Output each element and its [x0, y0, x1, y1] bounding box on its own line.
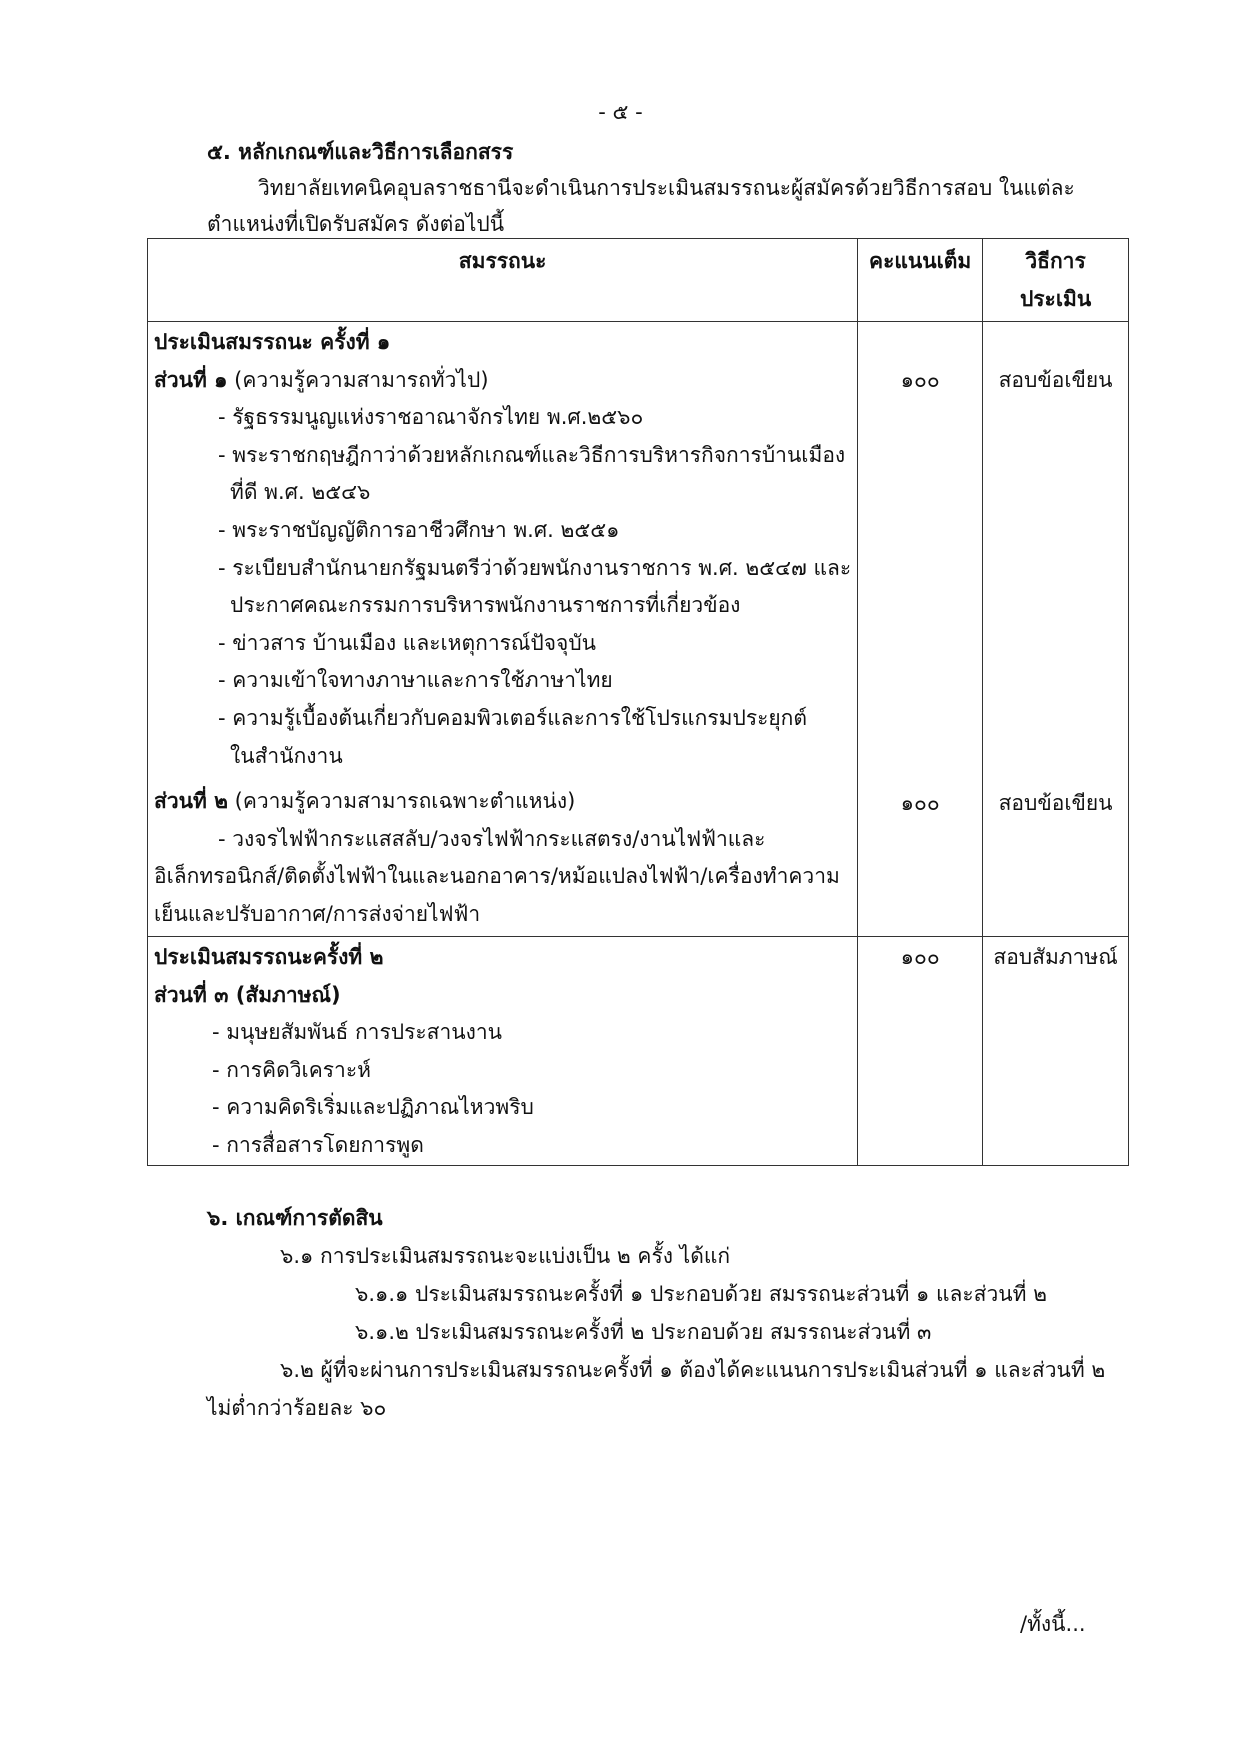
- section6-heading: ๖. เกณฑ์การตัดสิน: [207, 1206, 383, 1230]
- section5-heading: ๕. หลักเกณฑ์และวิธีการเลือกสรร: [207, 140, 514, 164]
- header-competency: สมรรถนะ: [148, 239, 858, 322]
- list-item: - ความรู้เบื้องต้นเกี่ยวกับคอมพิวเตอร์และการใช้โปรแกรมประยุกต์: [218, 705, 808, 730]
- section6-item61: ๖.๑ การประเมินสมรรถนะจะแบ่งเป็น ๒ ครั้ง ได้แก่: [280, 1244, 731, 1268]
- part2-line3: เย็นและปรับอากาศ/การส่งจ่ายไฟฟ้า: [154, 901, 481, 926]
- list-item: - มนุษยสัมพันธ์ การประสานงาน: [212, 1020, 502, 1045]
- list-item: ประกาศคณะกรรมการบริหารพนักงานราชการที่เกี่ยวข้อง: [230, 593, 741, 618]
- list-item: - การคิดวิเคราะห์: [212, 1057, 371, 1082]
- part2-score: ๑๐๐: [900, 791, 940, 816]
- part1-method: สอบข้อเขียน: [998, 367, 1113, 392]
- section6-item611: ๖.๑.๑ ประเมินสมรรถนะครั้งที่ ๑ ประกอบด้วย สมรรถนะส่วนที่ ๑ และส่วนที่ ๒: [355, 1282, 1047, 1306]
- section5-intro-line1: วิทยาลัยเทคนิคอุบลราชธานีจะดำเนินการประเมินสมรรถนะผู้สมัครด้วยวิธีการสอบ ในแต่ละ: [258, 176, 1075, 200]
- round1-method-cell: [983, 322, 1129, 937]
- round2-method-cell: [983, 937, 1129, 1166]
- table-header-row: [148, 239, 1129, 322]
- round2-competency-cell: [148, 937, 858, 1166]
- header-full-score: คะแนนเต็ม: [858, 239, 983, 322]
- round2-score-cell: [858, 937, 983, 1166]
- part1-score: ๑๐๐: [900, 367, 940, 392]
- competency-table: [147, 238, 1129, 1166]
- section6-item62-line2: ไม่ต่ำกว่าร้อยละ ๖๐: [207, 1396, 387, 1420]
- part3-heading: ส่วนที่ ๓ (สัมภาษณ์): [154, 982, 341, 1007]
- section5-intro-line2: ตำแหน่งที่เปิดรับสมัคร ดังต่อไปนี้: [207, 212, 505, 236]
- round1-score-cell: [858, 322, 983, 937]
- section6-item612: ๖.๑.๒ ประเมินสมรรถนะครั้งที่ ๒ ประกอบด้วย สมรรถนะส่วนที่ ๓: [355, 1320, 932, 1344]
- round2-score: ๑๐๐: [900, 945, 940, 969]
- list-item: - พระราชกฤษฎีกาว่าด้วยหลักเกณฑ์และวิธีการบริหารกิจการบ้านเมือง: [218, 442, 846, 467]
- list-item: ที่ดี พ.ศ. ๒๕๔๖: [230, 480, 371, 505]
- list-item: - ความเข้าใจทางภาษาและการใช้ภาษาไทย: [218, 668, 613, 693]
- table-row-round2: [148, 937, 1129, 1166]
- part2-line1: - วงจรไฟฟ้ากระแสสลับ/วงจรไฟฟ้ากระแสตรง/งานไฟฟ้าและ: [218, 826, 766, 851]
- part1-heading: ส่วนที่ ๑ (ความรู้ความสามารถทั่วไป): [154, 367, 489, 392]
- list-item: - พระราชบัญญัติการอาชีวศึกษา พ.ศ. ๒๕๕๑: [218, 517, 620, 542]
- list-item: - ระเบียบสำนักนายกรัฐมนตรีว่าด้วยพนักงานราชการ พ.ศ. ๒๕๔๗ และ: [218, 555, 852, 580]
- list-item: - การสื่อสารโดยการพูด: [212, 1132, 424, 1157]
- list-item: - ข่าวสาร บ้านเมือง และเหตุการณ์ปัจจุบัน: [218, 630, 597, 655]
- list-item: - รัฐธรรมนูญแห่งราชอาณาจักรไทย พ.ศ.๒๕๖๐: [218, 405, 644, 430]
- part2-line2: อิเล็กทรอนิกส์/ติดตั้งไฟฟ้าในและนอกอาคาร/หม้อแปลงไฟฟ้า/เครื่องทำความ: [154, 864, 840, 889]
- table-row-round1: [148, 322, 1129, 937]
- round2-method: สอบสัมภาษณ์: [993, 945, 1118, 969]
- continuation-marker: /ทั้งนี้...: [1020, 1612, 1086, 1636]
- round2-title: ประเมินสมรรถนะครั้งที่ ๒: [154, 945, 384, 969]
- part2-heading: ส่วนที่ ๒ (ความรู้ความสามารถเฉพาะตำแหน่ง): [154, 789, 576, 814]
- header-method: วิธีการ ประเมิน: [983, 239, 1129, 322]
- part2-method: สอบข้อเขียน: [998, 791, 1113, 816]
- round1-competency-cell: [148, 322, 858, 937]
- page-number: - ๕ -: [598, 100, 643, 124]
- list-item: - ความคิดริเริ่มและปฏิภาณไหวพริบ: [212, 1095, 534, 1120]
- section6-item62-line1: ๖.๒ ผู้ที่จะผ่านการประเมินสมรรถนะครั้งที่ ๑ ต้องได้คะแนนการประเมินส่วนที่ ๑ และส่วนที่ ๒: [280, 1358, 1106, 1382]
- round1-title: ประเมินสมรรถนะ ครั้งที่ ๑: [154, 330, 391, 354]
- list-item: ในสำนักงาน: [230, 743, 343, 768]
